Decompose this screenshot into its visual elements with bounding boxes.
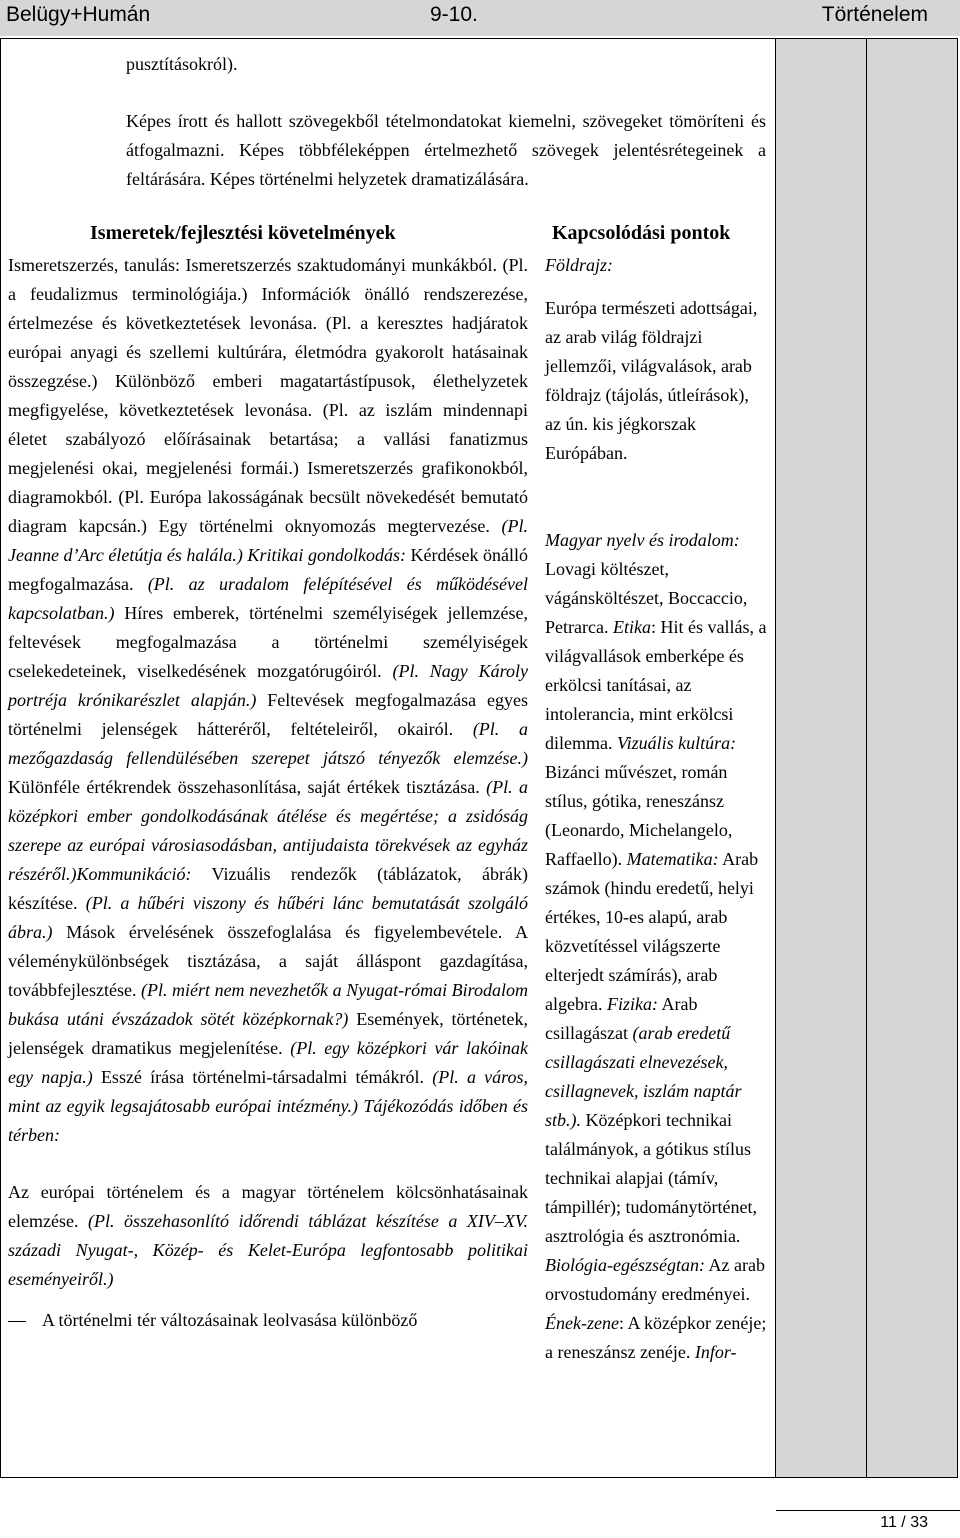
- left-heading: Ismeretek/fejlesztési követelmények: [90, 222, 396, 244]
- text: Vizuális rendezők (táblázatok, ábrák) készítése.: [8, 864, 528, 913]
- text: Kérdések önálló megfogalmazása.: [8, 545, 529, 594]
- text: (Pl. egy középkori vár lakóinak egy napja.): [8, 1038, 529, 1087]
- ethics-label: Etika: [612, 617, 651, 637]
- literature-label: Magyar nyelv és irodalom:: [545, 530, 740, 550]
- text: (Pl. az uradalom felépítésével és működésével kapcsolatban.): [8, 574, 529, 623]
- visual-label: Vizuális kultúra:: [616, 733, 737, 753]
- biology-text: Az arab orvostudomány eredményei.: [545, 1255, 765, 1304]
- text: (Pl. a hűbéri viszony és hűbéri lánc bemutatását szolgáló ábra.): [8, 893, 528, 942]
- left-para-1: [8, 251, 528, 1150]
- text: Az európai történelem és a magyar történelem kölcsönhatásainak elemzése.: [8, 1182, 528, 1231]
- top-text-block: [126, 50, 766, 194]
- shaded-column: [776, 39, 866, 1477]
- text: Tájékozódás időben és térben:: [8, 1096, 529, 1145]
- left-column: [8, 251, 528, 1335]
- text: Események, történetek, jelenségek dramatikus megjelenítése.: [8, 1009, 529, 1058]
- header-center: 9-10.: [430, 3, 478, 26]
- top-paragraph: Képes írott és hallott szövegekből tételmondatokat kiemelni, szövegeket tömöríteni és átfogalmazni. Képes többféleképpen értelmezhető szövegek jelentésrétegeinek a feltárására. Képes történelmi helyzetek dramatizálására.: [126, 111, 766, 189]
- biology-label: Biológia-egészségtan:: [545, 1255, 705, 1275]
- page-header: [0, 0, 960, 36]
- text: (Pl. miért nem nevezhetők a Nyugat-római Birodalom bukása utáni évszázadok sötét középkornak?): [8, 980, 528, 1029]
- shaded-column: [867, 39, 957, 1477]
- text: (Pl. a mezőgazdaság fellendülésében szerepet játszó tényezők elemzése.): [8, 719, 528, 768]
- text: (Pl. a város, mint az egyik legsajátosabb európai intézmény.): [8, 1067, 529, 1116]
- text: Híres emberek, történelmi személyiségek jellemzése, feltevések megfogalmazása a történelmi személyiségek cselekedeteinek, viselkedésének mozgatórugóiról.: [8, 603, 528, 681]
- top-line1: pusztításokról).: [126, 54, 238, 74]
- math-label: Matematika:: [626, 849, 719, 869]
- music-text: : A középkor zenéje; a reneszánsz zenéje.: [545, 1313, 767, 1362]
- text: Különféle értékrendek összehasonlítása, saját értékek tisztázása.: [8, 777, 480, 797]
- header-right: Történelem: [821, 3, 928, 26]
- page-number: 11 / 33: [880, 1514, 928, 1531]
- physics-text-2: Középkori technikai találmányok, a gótikus stílus technikai alapjai (támív, támpillér); tudománytörténet, asztrológia és asztronómia.: [545, 1110, 757, 1246]
- right-column: [545, 251, 767, 1367]
- math-text: Arab számok (hindu eredetű, helyi értékes, 10-es alapú, arab közvetítéssel világszerte elterjedt számírás), arab algebra.: [545, 849, 759, 1014]
- footer-rule: [776, 1510, 960, 1511]
- text: (Pl. összehasonlító időrendi táblázat készítése a XIV–XV. századi Nyugat-, Közép- és Kelet-Európa legfontosabb politikai eseményeiről.): [8, 1211, 529, 1289]
- physics-text: Arab csillagászat: [545, 994, 698, 1043]
- text: Esszé írása történelmi-társadalmi témákról.: [100, 1067, 424, 1087]
- right-heading: Kapcsolódási pontok: [552, 222, 731, 244]
- ethics-text: : Hit és vallás, a világvallások emberképe és erkölcsi tanításai, az intolerancia, mint erkölcsi dilemma.: [545, 617, 767, 753]
- text: (Pl. a középkori ember gondolkodásának átélése és megértése; a zsidóság szerepe az európai városiasodásban, antijudaista törekvések az egyház részéről.)Kommunikáció:: [8, 777, 529, 884]
- dash-bullet-icon: [8, 1321, 26, 1322]
- text: (Pl. Jeanne d’Arc életútja és halála.) Kritikai gondolkodás:: [8, 516, 528, 565]
- informatics-label: Infor-: [694, 1342, 737, 1362]
- header-left: Belügy+Humán: [6, 3, 151, 26]
- text: (Pl. Nagy Károly portréja krónikarészlet alapján.): [8, 661, 528, 710]
- left-para-3: [8, 1306, 528, 1335]
- left-para-2: [8, 1178, 528, 1294]
- physics-label: Fizika:: [606, 994, 658, 1014]
- visual-text: Bizánci művészet, román stílus, gótika, reneszánsz (Leonardo, Michelangelo, Raffaello).: [545, 762, 733, 869]
- geography-text: Európa természeti adottságai, az arab világ földrajzi jellemzői, világvalások, arab földrajz (tájolás, útleírások), az ún. kis jégkorszak Európában.: [545, 298, 758, 463]
- text: Mások érvelésének összefoglalása és figyelembevétele. A véleménykülönbségek tisztázása, a saját álláspont gazdagítása, továbbfejlesztése.: [8, 922, 529, 1000]
- music-label: Ének-zene: [545, 1313, 619, 1333]
- physics-italic: (arab eredetű csillagászati elnevezések, csillagnevek, iszlám naptár stb.).: [545, 1023, 742, 1130]
- text: A történelmi tér változásainak leolvasása különböző: [42, 1310, 418, 1330]
- text: Feltevések megfogalmazása egyes történelmi jelenségek hátteréről, feltételeiről, okairól.: [8, 690, 528, 739]
- text: Ismeretszerzés, tanulás: Ismeretszerzés szaktudományi munkákból. (Pl. a feudalizmus terminológiája.) Információk önálló rendszerezése, értelmezése és következtetések levonása. (Pl. a keresztes hadjáratok európai anyagi és szellemi kultúrára, életmódra gyakorolt hatásainak összegzése.) Különböző emberi magatartástípusok, élethelyzetek megfigyelése, következtetések levonása. (Pl. az iszlám mindennapi életet szabályozó előírásainak betartása; a vallási fanatizmus megjelenési okai, megjelenési formái.) Ismeretszerzés grafikonokból, diagramokból. (Pl. Európa lakosságának becsült növekedését bemutató diagram kapcsán.) Egy történelmi oknyomozás megtervezése.: [8, 255, 528, 536]
- geography-label: Földrajz:: [545, 255, 614, 275]
- literature-text: Lovagi költészet, vágánsköltészet, Boccaccio, Petrarca.: [545, 559, 748, 637]
